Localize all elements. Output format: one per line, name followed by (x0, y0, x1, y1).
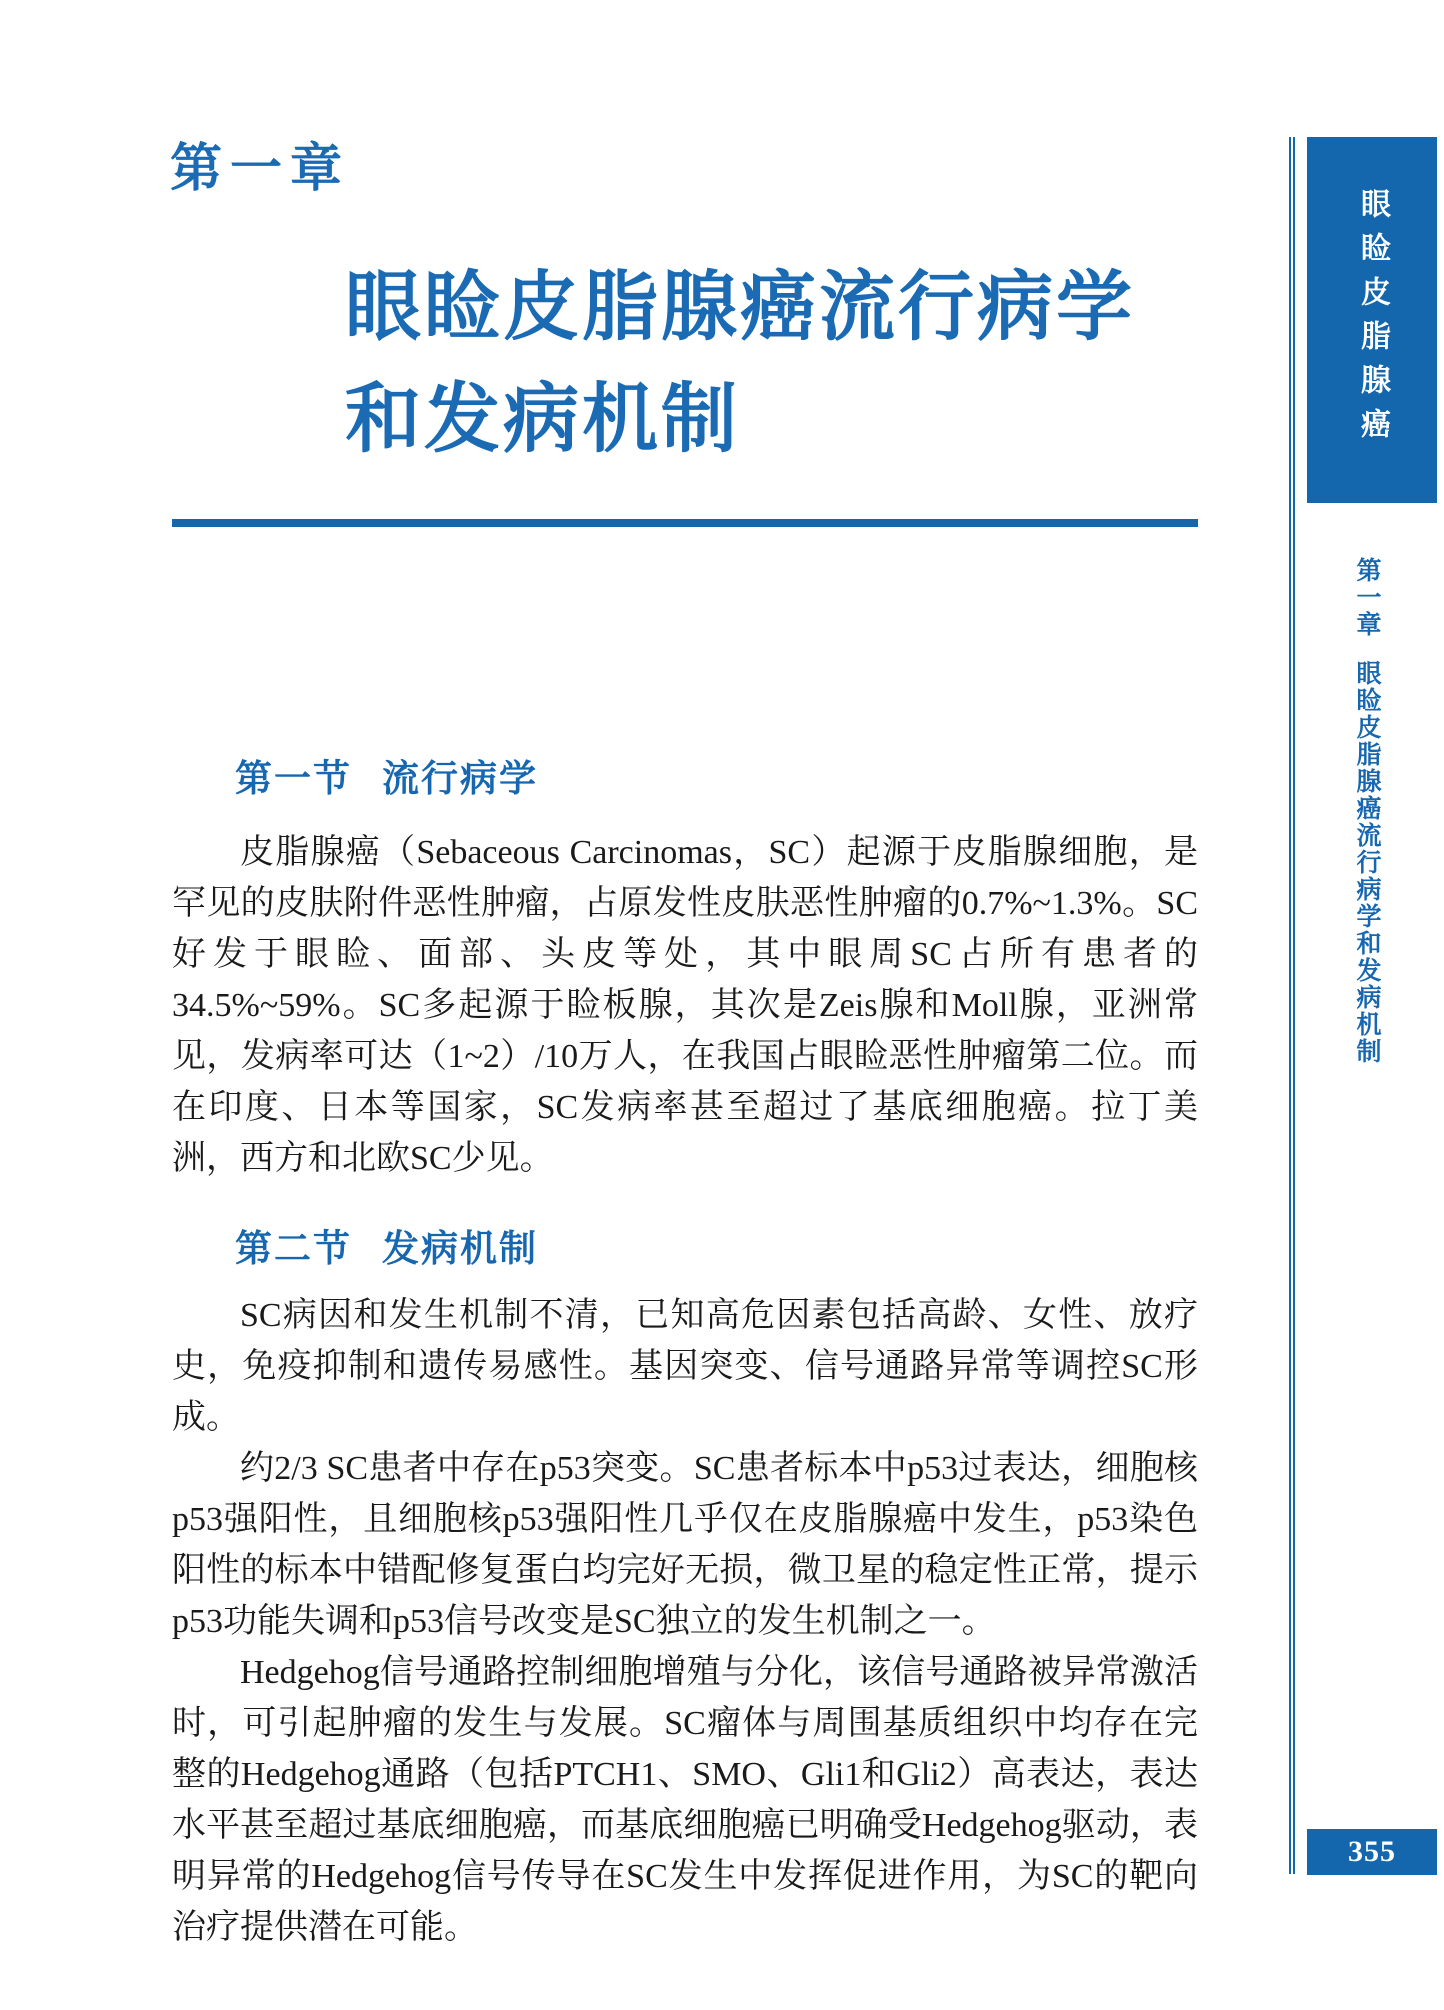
section-1-name: 流行病学 (382, 759, 538, 800)
section-2-body (172, 1290, 1198, 1953)
section-1-heading (235, 748, 538, 802)
section-1-body (172, 827, 1198, 1184)
chapter-title (345, 252, 1135, 476)
paragraph: 约2/3 SC患者中存在p53突变。SC患者标本中p53过表达，细胞核p53强阳性，且细胞核p53强阳性几乎仅在皮脂腺癌中发生，p53染色阳性的标本中错配修复蛋白均完好无损，微卫星的稳定性正常，提示p53功能失调和p53信号改变是SC独立的发生机制之一。 (172, 1450, 1198, 1640)
page-number: 355 (1348, 1835, 1396, 1868)
section-1-number: 第一节 (235, 759, 352, 800)
chapter-title-line1: 眼睑皮脂腺癌流行病学 (345, 265, 1135, 350)
section-2-name: 发病机制 (382, 1229, 538, 1270)
page-number-badge (1307, 1829, 1437, 1875)
paragraph: 皮脂腺癌（Sebaceous Carcinomas，SC）起源于皮脂腺细胞，是罕见的皮肤附件恶性肿瘤，占原发性皮肤恶性肿瘤的0.7%~1.3%。SC好发于眼睑、面部、头皮等处，其中眼周SC占所有患者的34.5%~59%。SC多起源于睑板腺，其次是Zeis腺和Moll腺，亚洲常见，发病率可达（1~2）/10万人，在我国占眼睑恶性肿瘤第二位。而在印度、日本等国家，SC发病率甚至超过了基底细胞癌。拉丁美洲，西方和北欧SC少见。 (172, 834, 1198, 1177)
section-2-number: 第二节 (235, 1229, 352, 1270)
sidebar-tab-text: 眼睑皮脂腺癌 (1356, 188, 1389, 452)
section-2-heading (235, 1218, 538, 1272)
paragraph: SC病因和发生机制不清，已知高危因素包括高龄、女性、放疗史，免疫抑制和遗传易感性。基因突变、信号通路异常等调控SC形成。 (172, 1297, 1198, 1436)
chapter-number-label: 第一章 (170, 140, 351, 198)
sidebar-chapter-label: 第一章 (1353, 557, 1380, 638)
sidebar-double-rule (1289, 137, 1295, 1874)
chapter-title-line2: 和发病机制 (345, 377, 740, 462)
sidebar-running-title (1348, 557, 1384, 1117)
paragraph: Hedgehog信号通路控制细胞增殖与分化，该信号通路被异常激活时，可引起肿瘤的发生与发展。SC瘤体与周围基质组织中均存在完整的Hedgehog通路（包括PTCH1、SMO、Gli1和Gli2）高表达，表达水平甚至超过基底细胞癌，而基底细胞癌已明确受Hedgehog驱动，表明异常的Hedgehog信号传导在SC发生中发挥促进作用，为SC的靶向治疗提供潜在可能。 (172, 1654, 1198, 1946)
title-divider-rule (172, 519, 1198, 527)
sidebar-chapter-tab (1307, 137, 1437, 503)
sidebar-chapter-title: 眼睑皮脂腺癌流行病学和发病机制 (1353, 660, 1380, 1065)
